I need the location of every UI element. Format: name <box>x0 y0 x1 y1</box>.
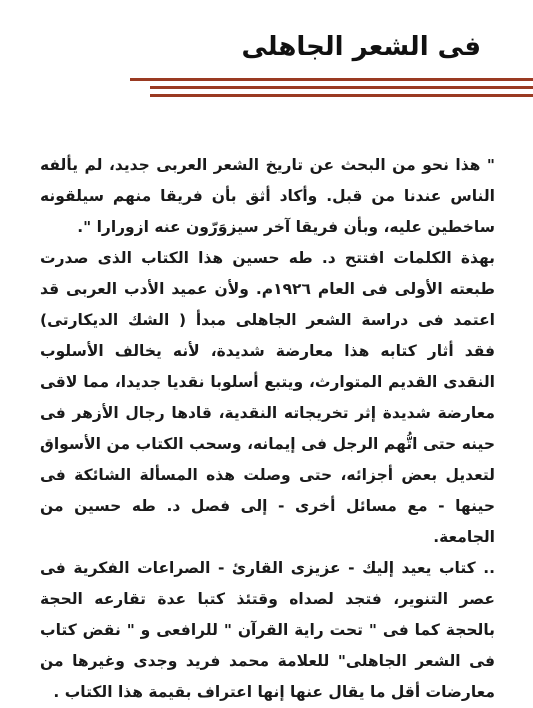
section-title: فى الشعر الجاهلى <box>241 32 481 62</box>
paragraph-responses: .. كتاب يعيد إليك - عزيزى القارئ - الصراعات الفكرية فى عصر التنوير، فتجد لصداه وقتئذ كتبا عدة تقارعه الحجة بالحجة كما فى " تحت راية القرآن " للرافعى و " نقض كتاب فى الشعر الجاهلى" للعلامة محمد فريد وجدى وغيرها من معارضات أقل ما يقال عنها إنها اعتراف بقيمة هذا الكتاب . <box>40 559 495 701</box>
title-rule-2 <box>150 86 533 89</box>
title-rule-1 <box>130 78 533 81</box>
title-rule-3 <box>150 94 533 97</box>
article-body <box>40 150 495 708</box>
paragraph-quote: " هذا نحو من البحث عن تاريخ الشعر العربى جديد، لم يألفه الناس عندنا من قبل. وأكاد أثق بأن فريقا منهم سيلقونه ساخطين عليه، وبأن فريقا آخر سيزوَرّون عنه ازورارا ". <box>40 156 495 236</box>
paragraph-history: بهذة الكلمات افتتح د. طه حسين هذا الكتاب الذى صدرت طبعته الأولى فى العام ١٩٢٦م. ولأن عميد الأدب العربى قد اعتمد فى دراسة الشعر الجاهلى مبدأ ( الشك الديكارتى) فقد أثار كتابه هذا معارضة شديدة، لأنه يخالف الأسلوب النقدى القديم المتوارث، ويتبع أسلوبا نقديا جديدا، مما لاقى معارضة شديدة إثر تخريجاته النقدية، قادها رجال الأزهر فى حينه حتى اتُّهم الرجل فى إيمانه، وسحب الكتاب من الأسواق لتعديل بعض أجزائه، حتى وصلت هذه المسألة الشائكة فى حينها - مع مسائل أخرى - إلى فصل د. طه حسين من الجامعة. <box>40 249 495 546</box>
